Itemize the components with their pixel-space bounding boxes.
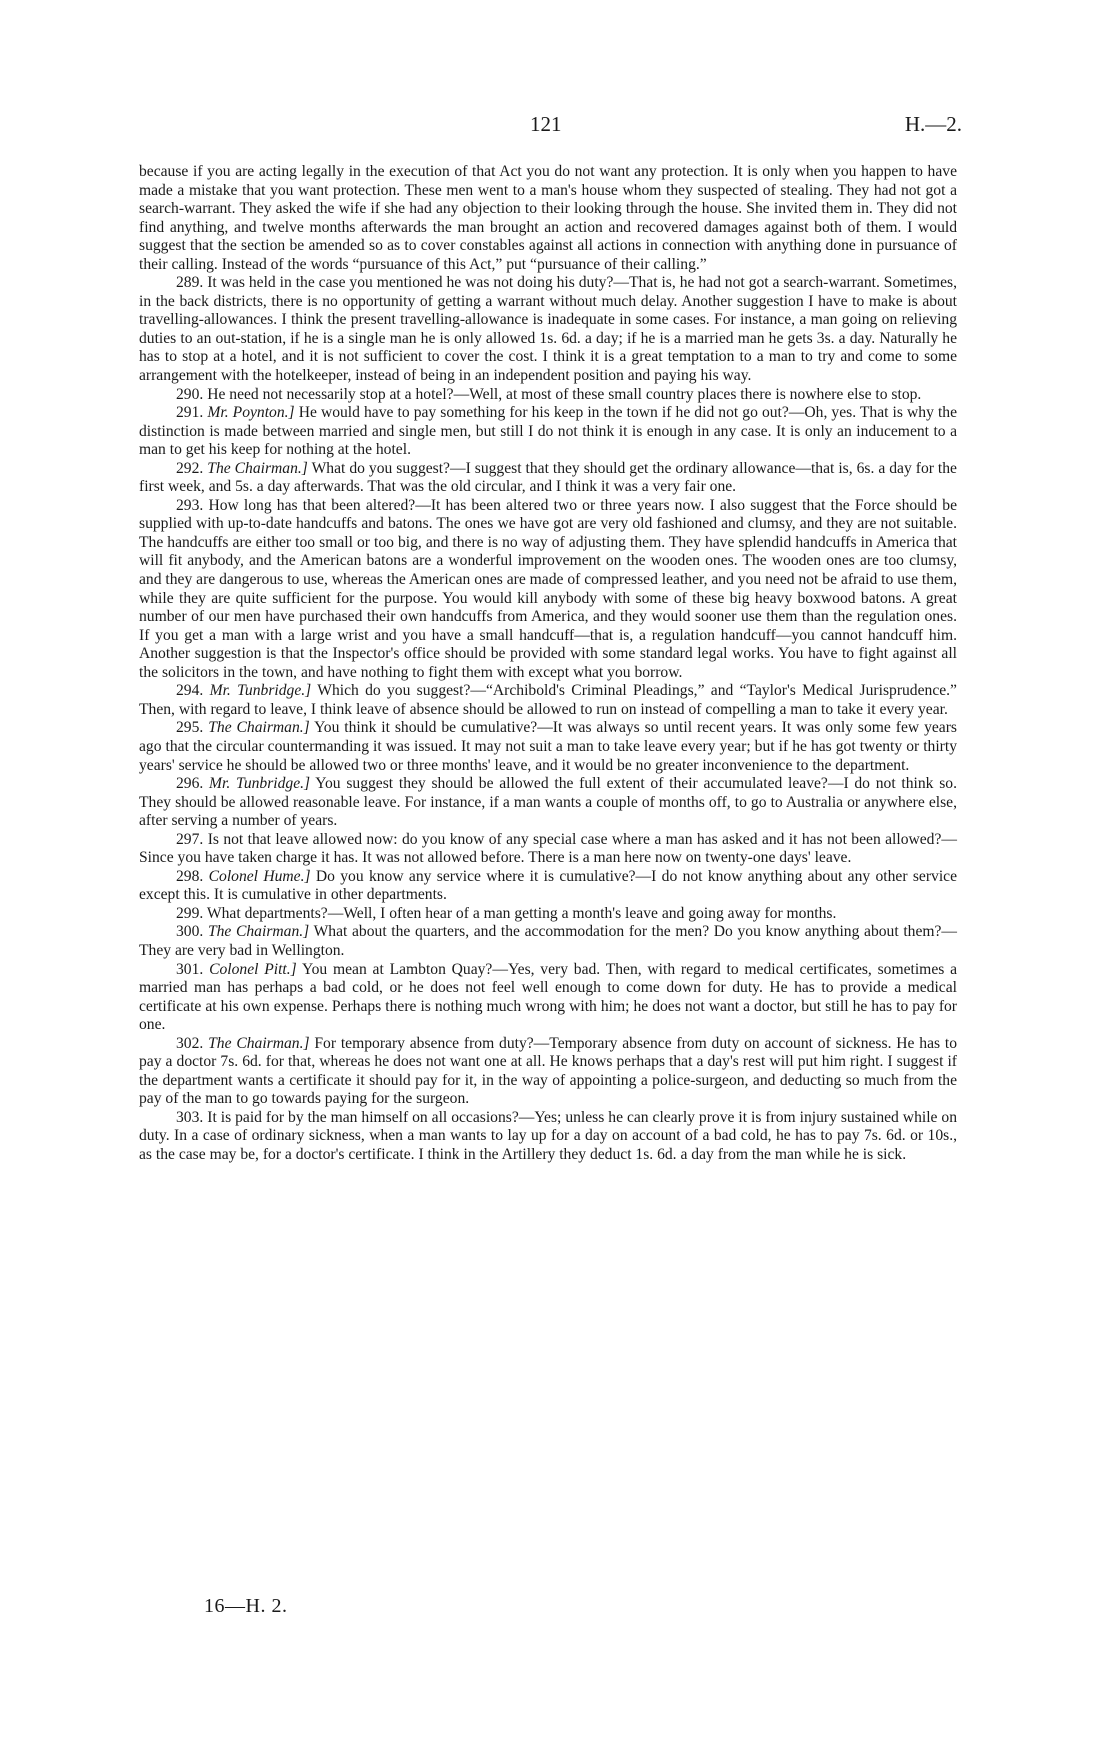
paragraph-297: [139, 831, 957, 868]
paragraph-289: [139, 274, 957, 385]
page-number: 121: [530, 112, 562, 136]
question-number: 292.: [176, 459, 204, 477]
paragraph-text: Is not that leave allowed now: do you know of any special case where a man has asked and it has not been allowed?—Since you have taken charge it has. It was not allowed before. There is a man here now on twenty-one days' leave.: [139, 830, 957, 867]
question-number: 294.: [176, 682, 204, 700]
speaker-name: Colonel Hume.]: [208, 867, 311, 885]
paragraph-text: He would have to pay something for his keep in the town if he did not go out?—Oh, yes. That is why the distinction is made between married and single men, but still I do not think it is enough in any case. It is only an inducement to a man to get his keep for nothing at the hotel.: [139, 404, 957, 459]
paragraph-text: Which do you suggest?—“Archibold's Criminal Pleadings,” and “Taylor's Medical Jurisprudence.” Then, with regard to leave, I think leave of absence should be allowed to run on instead of compelling a man to take it every year.: [139, 682, 957, 718]
speaker-name: The Chairman.]: [207, 459, 308, 477]
paragraph-301: [139, 961, 957, 1035]
speaker-name: Mr. Tunbridge.]: [209, 775, 311, 793]
speaker-name: The Chairman.]: [207, 923, 310, 941]
paragraph-290: [139, 386, 957, 405]
paragraph-299: [139, 905, 957, 924]
paragraph-text: What do you suggest?—I suggest that they should get the ordinary allowance—that is, 6s. a day for the first week, and 5s. a day afterwards. That was the old circular, and I think it was a very fair one.: [139, 459, 957, 496]
paragraph-303: [139, 1109, 957, 1165]
paragraph-text: because if you are acting legally in the execution of that Act you do not want any protection. It is only when you happen to have made a mistake that you want protection. These men went to a man's house whom they suspected of stealing. They had not got a search-warrant. They asked the wife if she had any objection to their looking through the house. She invited them in. They did not find anything, and twelve months afterwards the man brought an action and recovered damages against both of them. I would suggest that the section be amended so as to cover constables against all actions in connection with anything done in pursuance of their calling. Instead of the words “pursuance of this Act,” put “pursuance of their calling.”: [139, 163, 957, 273]
paragraph-296: [139, 775, 957, 831]
paragraph-text: What departments?—Well, I often hear of a man getting a month's leave and going away for months.: [206, 904, 837, 922]
question-number: 289.: [176, 274, 204, 292]
question-number: 297.: [176, 830, 204, 848]
document-reference: H.—2.: [904, 112, 962, 136]
question-number: 295.: [176, 719, 204, 737]
question-number: 296.: [176, 775, 204, 793]
paragraph-continued: [139, 163, 957, 274]
sheet-signature: 16—H. 2.: [204, 1595, 288, 1617]
paragraph-text: It was held in the case you mentioned he was not doing his duty?—That is, he had not got a search-warrant. Sometimes, in the back districts, there is no opportunity of getting a warrant without much delay. Another suggestion I have to make is about travelling-allowances. I think the present travelling-allowance is inadequate in some cases. For instance, a man going on relieving duties to an out-station, if he is a single man he is only allowed 1s. 6d. a day; if he is a married man he gets 3s. a day. Naturally he has to stop at a hotel, and it is not sufficient to cover the cost. I think it is a great temptation to a man to try and come to some arrangement with the hotelkeeper, instead of being in an independent position and paying his way.: [139, 274, 958, 385]
paragraph-292: [139, 460, 957, 497]
speaker-name: Colonel Pitt.]: [209, 960, 297, 978]
question-number: 301.: [176, 960, 204, 978]
speaker-name: Mr. Poynton.]: [207, 404, 295, 422]
paragraph-text: You mean at Lambton Quay?—Yes, very bad. Then, with regard to medical certificates, sometimes a married man has perhaps a bad cold, or he does not feel well enough to come down for duty. He has to provide a medical certificate at his own expense. Perhaps there is nothing much wrong with him; he does not want a doctor, but still he has to pay for one.: [139, 960, 958, 1034]
question-number: 303.: [176, 1108, 204, 1126]
evidence-text: [139, 163, 957, 1165]
paragraph-298: [139, 868, 957, 905]
question-number: 290.: [176, 385, 204, 403]
paragraph-300: [139, 923, 957, 960]
speaker-name: The Chairman.]: [208, 719, 310, 737]
paragraph-text: You suggest they should be allowed the full extent of their accumulated leave?—I do not think so. They should be allowed reasonable leave. For instance, if a man wants a couple of months off, to go to Australia or anywhere else, after serving a number of years.: [139, 775, 957, 830]
paragraph-text: What about the quarters, and the accommodation for the men? Do you know anything about them?—They are very bad in Wellington.: [139, 923, 958, 959]
speaker-name: Mr. Tunbridge.]: [209, 682, 312, 700]
paragraph-text: You think it should be cumulative?—It was always so until recent years. It was only some few years ago that the circular countermanding it was issued. It may not suit a man to take leave every year; but if he has got twenty or thirty years' service he should be allowed two or three months' leave, and it would be no greater inconvenience to the department.: [139, 719, 957, 774]
question-number: 293.: [176, 496, 204, 514]
paragraph-295: [139, 719, 957, 775]
paragraph-294: [139, 682, 957, 719]
paragraph-text: Do you know any service where it is cumulative?—I do not know anything about any other service except this. It is cumulative in other departments.: [139, 867, 957, 904]
paragraph-text: How long has that been altered?—It has been altered two or three years now. I also suggest that the Force should be supplied with up-to-date handcuffs and batons. The ones we have got are very old fashioned and clumsy, and they are not suitable. The handcuffs are either too small or too big, and there is no way of adjusting them. They have splendid handcuffs in America that will fit anybody, and the American batons are a wonderful improvement on the wooden ones. The wooden ones are too clumsy, and they are dangerous to use, whereas the American ones are made of compressed leather, and you need not be afraid to use them, while they are quite sufficient for the purpose. You would kill anybody with some of these big heavy boxwood batons. A great number of our men have purchased their own handcuffs from America, and they would sooner use them than the regulation ones. If you get a man with a large wrist and you have a small handcuff—that is, a regulation handcuff—you cannot handcuff him. Another suggestion is that the Inspector's office should be provided with some standard legal works. You have to fight against all the solicitors in the town, and have nothing to fight them with except what you borrow.: [139, 496, 957, 681]
paragraph-302: [139, 1035, 957, 1109]
paragraph-text: He need not necessarily stop at a hotel?—Well, at most of these small country places there is nowhere else to stop.: [207, 385, 922, 403]
paragraph-293: [139, 497, 957, 682]
page-header: [0, 112, 1114, 142]
question-number: 298.: [176, 867, 204, 885]
question-number: 299.: [176, 904, 204, 922]
paragraph-text: For temporary absence from duty?—Temporary absence from duty on account of sickness. He has to pay a doctor 7s. 6d. for that, whereas he does not want one at all. He knows perhaps that a day's rest will put him right. I suggest if the department wants a certificate it should pay for it, in the way of appointing a police-surgeon, and deducting so much from the pay of the man to go towards paying for the surgeon.: [139, 1034, 958, 1108]
question-number: 302.: [176, 1034, 204, 1052]
question-number: 291.: [176, 404, 204, 422]
speaker-name: The Chairman.]: [208, 1034, 310, 1052]
paragraph-291: [139, 404, 957, 460]
paragraph-text: It is paid for by the man himself on all occasions?—Yes; unless he can clearly prove it is from injury sustained while on duty. In a case of ordinary sickness, when a man wants to lay up for a day on account of a bad cold, he has to pay 7s. 6d. or 10s., as the case may be, for a doctor's certificate. I think in the Artillery they deduct 1s. 6d. a day from the man while he is sick.: [139, 1108, 957, 1163]
question-number: 300.: [176, 923, 204, 941]
